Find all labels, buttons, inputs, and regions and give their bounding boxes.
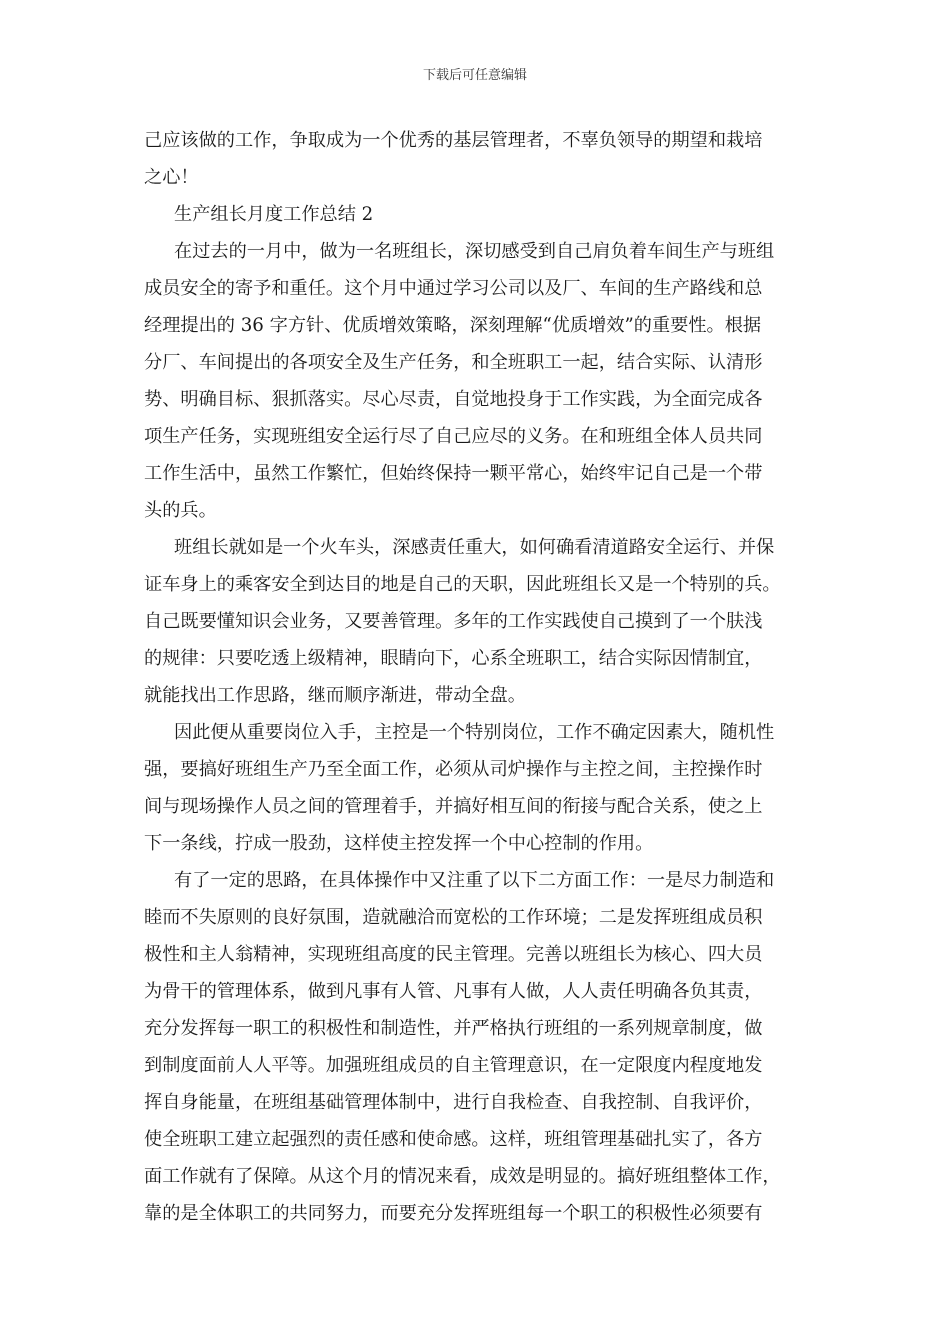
- text-line: 睦而不失原则的良好氛围，造就融洽而宽松的工作环境；二是发挥班组成员积: [144, 907, 763, 928]
- text-line: 势、明确目标、狠抓落实。尽心尽责，自觉地投身于工作实践，为全面完成各: [144, 389, 763, 410]
- text-line: 头的兵。: [144, 500, 217, 521]
- text-line: 下一条线，拧成一股劲，这样使主控发挥一个中心控制的作用。: [144, 833, 654, 854]
- document-body: [144, 122, 820, 1232]
- text-line: 分厂、车间提出的各项安全及生产任务，和全班职工一起，结合实际、认清形: [144, 352, 763, 373]
- text-line: 极性和主人翁精神，实现班组高度的民主管理。完善以班组长为核心、四大员: [144, 944, 763, 965]
- text-line: 有了一定的思路，在具体操作中又注重了以下二方面工作：一是尽力制造和: [174, 870, 775, 891]
- text-line: 面工作就有了保障。从这个月的情况来看，成效是明显的。搞好班组整体工作，: [144, 1166, 781, 1187]
- text-line: 成员安全的寄予和重任。这个月中通过学习公司以及厂、车间的生产路线和总: [144, 278, 763, 299]
- text-line: 使全班职工建立起强烈的责任感和使命感。这样，班组管理基础扎实了，各方: [144, 1129, 763, 1150]
- text-line: 在过去的一月中，做为一名班组长，深切感受到自己肩负着车间生产与班组: [174, 241, 775, 262]
- text-line: 班组长就如是一个火车头，深感责任重大，如何确看清道路安全运行、并保: [174, 537, 775, 558]
- text-line: 证车身上的乘客安全到达目的地是自己的天职，因此班组长又是一个特别的兵。: [144, 574, 781, 595]
- text-line: 挥自身能量，在班组基础管理体制中，进行自我检查、自我控制、自我评价，: [144, 1092, 763, 1113]
- text-line: 到制度面前人人平等。加强班组成员的自主管理意识，在一定限度内程度地发: [144, 1055, 763, 1076]
- text-line: 强，要搞好班组生产乃至全面工作，必须从司炉操作与主控之间，主控操作时: [144, 759, 763, 780]
- text-line: 因此便从重要岗位入手，主控是一个特别岗位，工作不确定因素大，随机性: [174, 722, 775, 743]
- text-line: 生产组长月度工作总结 2: [174, 204, 374, 225]
- text-line: 经理提出的 36 字方针、优质增效策略，深刻理解“优质增效”的重要性。根据: [144, 315, 762, 336]
- text-line: 靠的是全体职工的共同努力，而要充分发挥班组每一个职工的积极性必须要有: [144, 1203, 763, 1224]
- text-line: 就能找出工作思路，继而顺序渐进，带动全盘。: [144, 685, 526, 706]
- text-line: 项生产任务，实现班组安全运行尽了自己应尽的义务。在和班组全体人员共同: [144, 426, 763, 447]
- text-line: 间与现场操作人员之间的管理着手，并搞好相互间的衔接与配合关系，使之上: [144, 796, 763, 817]
- text-line: 自己既要懂知识会业务，又要善管理。多年的工作实践使自己摸到了一个肤浅: [144, 611, 763, 632]
- text-line: 充分发挥每一职工的积极性和制造性，并严格执行班组的一系列规章制度，做: [144, 1018, 763, 1039]
- text-line: 为骨干的管理体系，做到凡事有人管、凡事有人做，人人责任明确各负其责，: [144, 981, 763, 1002]
- text-line: 工作生活中，虽然工作繁忙，但始终保持一颗平常心，始终牢记自己是一个带: [144, 463, 763, 484]
- text-line: 己应该做的工作，争取成为一个优秀的基层管理者，不辜负领导的期望和栽培: [144, 130, 763, 151]
- text-line: 的规律：只要吃透上级精神，眼睛向下，心系全班职工，结合实际因情制宜，: [144, 648, 763, 669]
- page-header: 下载后可任意编辑: [422, 68, 527, 83]
- text-line: 之心！: [144, 167, 199, 188]
